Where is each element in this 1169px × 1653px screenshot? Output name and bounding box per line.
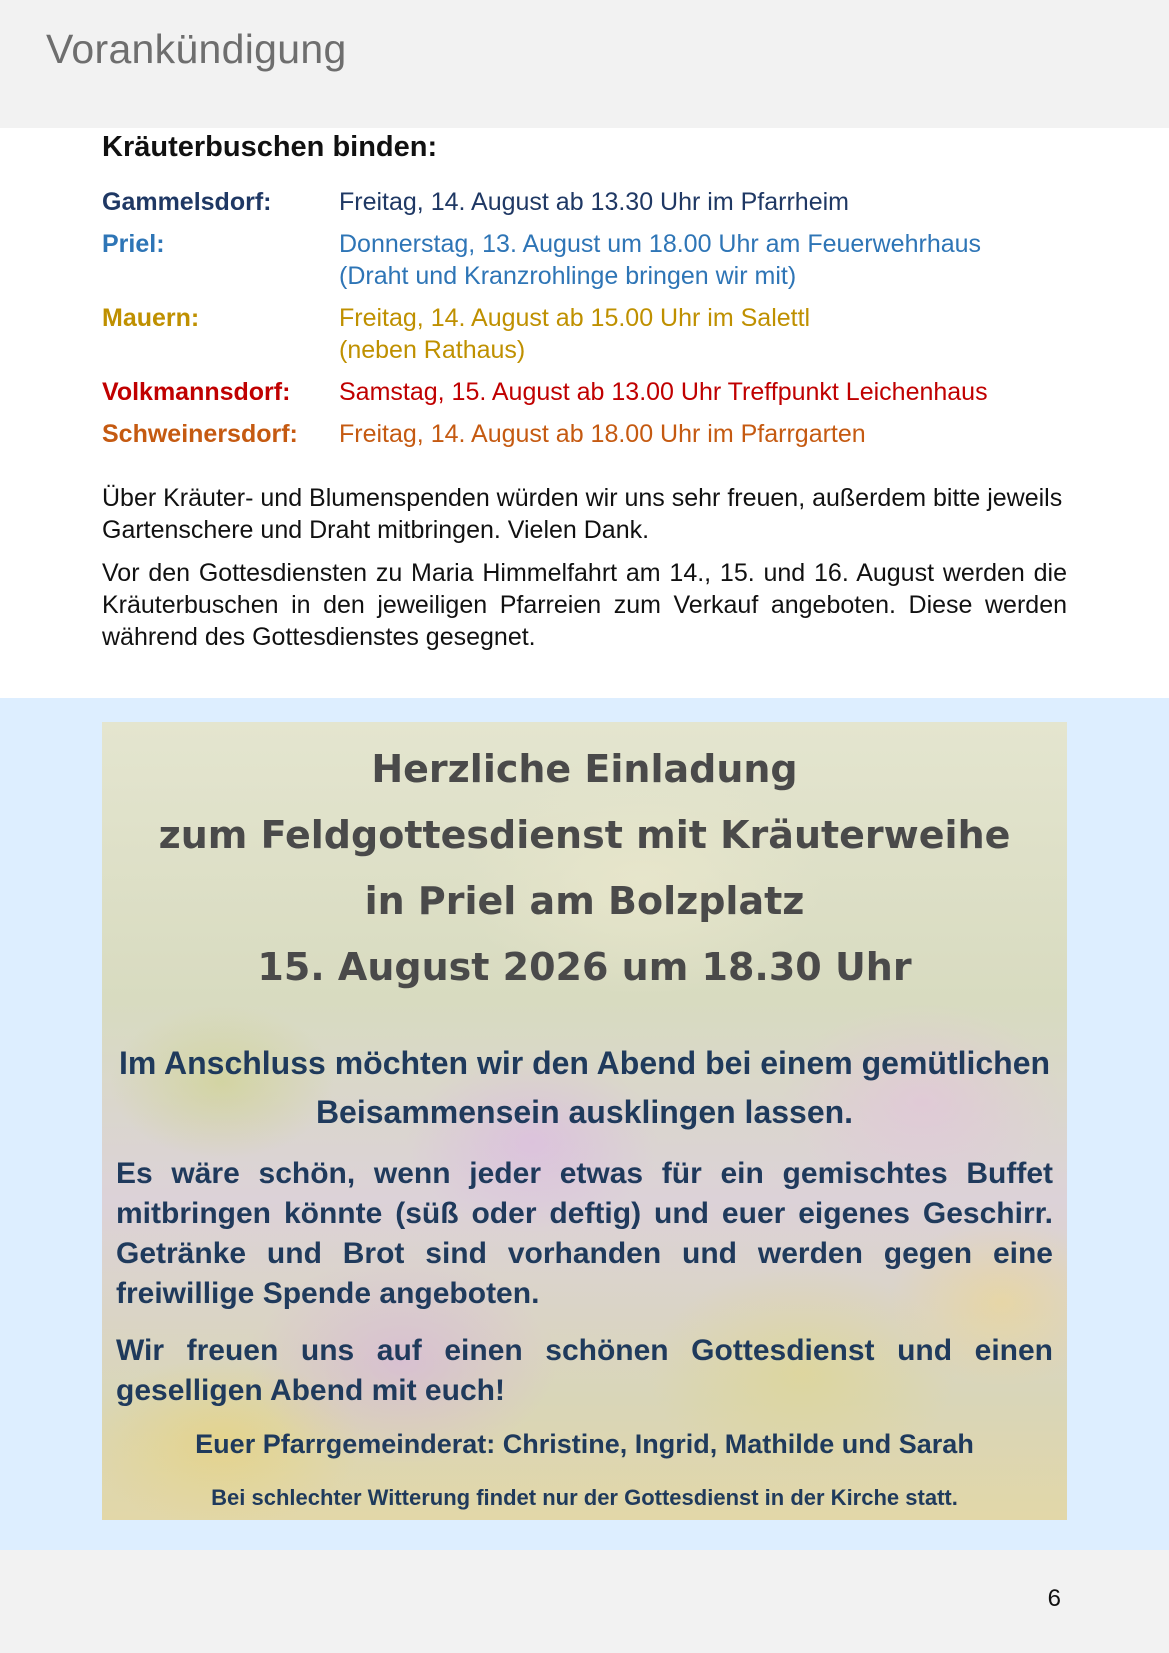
schedule-time: [339, 186, 1102, 218]
header-band: [0, 0, 1169, 128]
schedule-row-volkmannsdorf: [102, 376, 1102, 408]
flyer-buffet-text: Es wäre schön, wenn jeder etwas für ein gemischtes Buffet mitbringen könnte (süß oder deftig) und euer eigenes Geschirr. Getränke und Brot sind vorhanden und werden gegen eine freiwillige Spende angeboten.: [116, 1157, 1053, 1310]
schedule-time-line: Freitag, 14. August ab 15.00 Uhr im Salettl: [339, 304, 811, 332]
donation-paragraph: Über Kräuter- und Blumenspenden würden wir uns sehr freuen, außerdem bitte jeweils Gartenschere und Draht mitbringen. Vielen Dank.: [102, 484, 1063, 544]
schedule-row-mauern: [102, 302, 1102, 366]
schedule-place: Gammelsdorf:: [102, 188, 272, 216]
schedule-place: Volkmannsdorf:: [102, 378, 291, 406]
footer-band: [0, 1550, 1169, 1653]
page-title: Vorankündigung: [46, 26, 347, 72]
schedule-time-line: Freitag, 14. August ab 18.00 Uhr im Pfarrgarten: [339, 420, 866, 448]
schedule-time: [339, 228, 1102, 292]
flyer-closing-text: Wir freuen uns auf einen schönen Gottesdienst und einen geselligen Abend mit euch!: [116, 1334, 1053, 1407]
schedule-time: [339, 376, 1102, 408]
schedule-time-note: (neben Rathaus): [339, 336, 526, 364]
schedule-row-schweinersdorf: [102, 418, 1102, 450]
flyer-weather-note: Bei schlechter Witterung findet nur der Gottesdienst in der Kirche statt.: [211, 1485, 958, 1510]
flyer-title-line: in Priel am Bolzplatz: [364, 879, 805, 923]
schedule-place: Priel:: [102, 230, 165, 258]
section-heading: Kräuterbuschen binden:: [102, 131, 438, 163]
schedule-place: Mauern:: [102, 304, 200, 332]
schedule-row-priel: [102, 228, 1102, 292]
schedule-time: [339, 302, 1102, 366]
invitation-flyer: [102, 722, 1067, 1520]
schedule-list: [102, 186, 1102, 460]
schedule-time-line: Freitag, 14. August ab 13.30 Uhr im Pfarrheim: [339, 188, 849, 216]
schedule-place: Schweinersdorf:: [102, 420, 298, 448]
flyer-title-line: zum Feldgottesdienst mit Kräuterweihe: [158, 813, 1011, 857]
flyer-date-line: 15. August 2026 um 18.30 Uhr: [257, 945, 912, 989]
page-number: 6: [1047, 1585, 1061, 1612]
schedule-time-line: Samstag, 15. August ab 13.00 Uhr Treffpunkt Leichenhaus: [339, 378, 988, 406]
sale-paragraph: Vor den Gottesdiensten zu Maria Himmelfahrt am 14., 15. und 16. August werden die Kräuterbuschen in den jeweiligen Pfarreien zum Verkauf angeboten. Diese werden während des Gottesdienstes gesegnet.: [102, 559, 1067, 651]
flyer-title: [102, 736, 1067, 1000]
schedule-time: [339, 418, 1102, 450]
schedule-row-gammelsdorf: [102, 186, 1102, 218]
schedule-time-note: (Draht und Kranzrohlinge bringen wir mit): [339, 262, 797, 290]
flyer-title-line: Herzliche Einladung: [371, 747, 798, 791]
flyer-signature: Euer Pfarrgemeinderat: Christine, Ingrid, Mathilde und Sarah: [195, 1429, 974, 1459]
schedule-time-line: Donnerstag, 13. August um 18.00 Uhr am Feuerwehrhaus: [339, 230, 982, 258]
flyer-followup-text: Im Anschluss möchten wir den Abend bei einem gemütlichen Beisammensein ausklingen lassen.: [118, 1045, 1051, 1130]
